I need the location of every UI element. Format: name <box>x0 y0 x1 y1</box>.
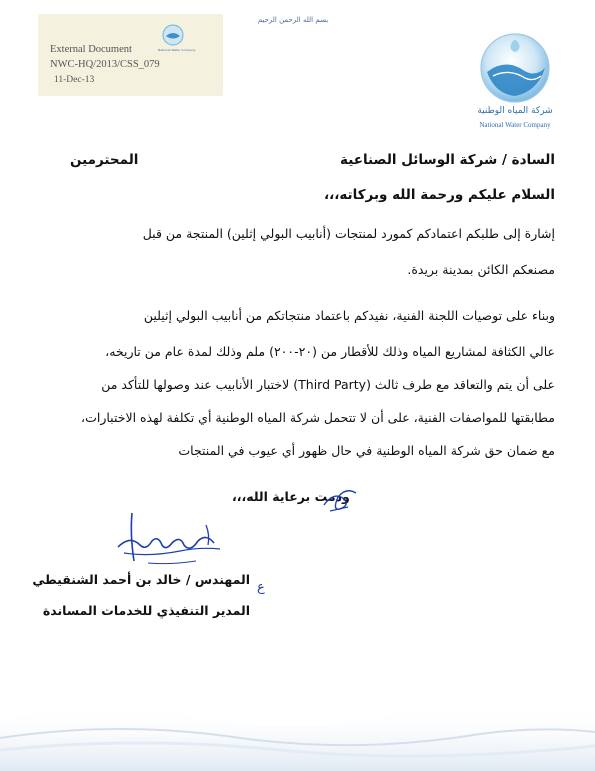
company-name-arabic: شركة المياه الوطنية <box>477 106 553 116</box>
paragraph2-line1: وبناء على توصيات اللجنة الفنية، نفيدكم باعتماد منتجاتكم من أنابيب البولي إثيلين <box>143 308 555 323</box>
signer-name: المهندس / خالد بن أحمد الشنقيطي <box>32 572 250 587</box>
paragraph2-line5: مع ضمان حق شركة المياه الوطنية في حال ظهور أي عيوب في المنتجات <box>178 443 555 458</box>
paragraph2-line2: عالي الكثافة لمشاريع المياه وذلك للأقطار من (٢٠-٢٠٠) ملم وذلك لمدة عام من تاريخه، <box>105 344 555 359</box>
basmala: بسم الله الرحمن الرحيم <box>257 16 329 24</box>
paragraph1-line1: إشارة إلى طلبكم اعتمادكم كمورد لمنتجات (أنابيب البولي إثلين) المنتجة من قبل <box>142 226 555 241</box>
stamp-company-logo-icon <box>162 24 184 46</box>
stamp-reference-number: NWC-HQ/2013/CSS_079 <box>50 59 160 70</box>
closing: ودمت برعاية الله،،، <box>232 489 350 504</box>
greeting: السلام عليكم ورحمة الله وبركاته،،، <box>323 187 555 203</box>
handwritten-signature <box>110 505 230 570</box>
stamp-date: 11-Dec-13 <box>54 75 95 85</box>
company-name-english: National Water Company <box>479 121 551 129</box>
honorific: المحترمين <box>70 152 139 168</box>
paragraph1-line2: مصنعكم الكائن بمدينة بريدة. <box>407 262 555 277</box>
stamp-title: External Document <box>50 44 132 55</box>
addressee: السادة / شركة الوسائل الصناعية <box>340 152 555 168</box>
stamp-logo-caption: National Water Company <box>158 48 196 52</box>
initial-mark: ع <box>257 580 265 595</box>
water-drop-logo-icon <box>475 30 555 110</box>
signer-title: المدير التنفيذي للخدمات المساندة <box>42 603 250 618</box>
handwritten-flourish <box>318 483 363 515</box>
paragraph2-line3: على أن يتم والتعاقد مع طرف ثالث (Third Party) لاختبار الأنابيب عند وصولها للتأكد من <box>101 377 555 392</box>
paragraph2-line4: مطابقتها للمواصفات الفنية، على أن لا تتحمل شركة المياه الوطنية أي تكلفة لهذه الاختبارات، <box>81 410 555 425</box>
footer-wave-decoration <box>0 690 595 771</box>
